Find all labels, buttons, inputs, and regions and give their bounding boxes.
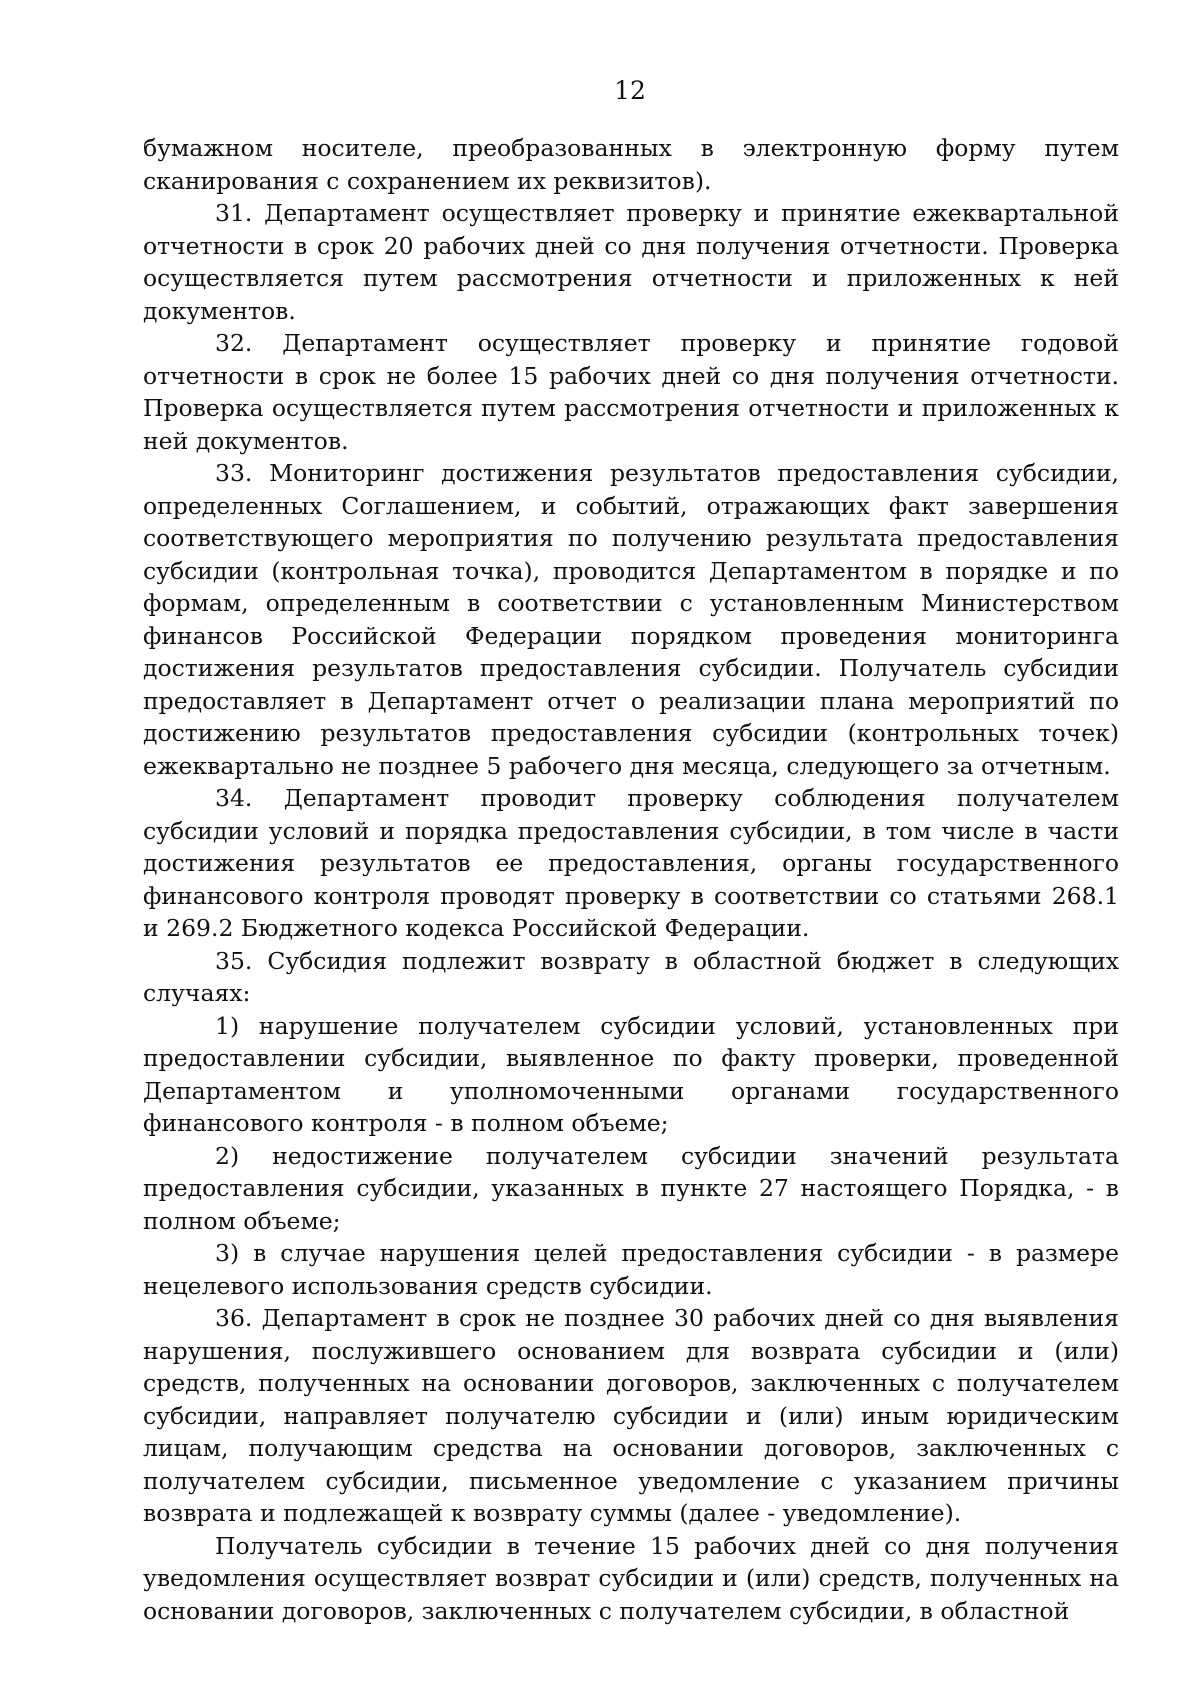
paragraph-35-item-2: 2) недостижение получателем субсидии значений результата предоставления субсидии, указанных в пункте 27 настоящего Порядка, - в полном объеме; [143, 1141, 1119, 1235]
paragraph-35-item-1: 1) нарушение получателем субсидии условий, установленных при предоставлении субсидии, выявленное по факту проверки, проведенной Департаментом и уполномоченными органами государственного финансового контроля - в полном объеме; [143, 1011, 1119, 1137]
paragraph-31: 31. Департамент осуществляет проверку и принятие ежеквартальной отчетности в срок 20 рабочих дней со дня получения отчетности. Проверка осуществляется путем рассмотрения отчетности и приложенных к ней документов. [143, 199, 1119, 325]
paragraph-refund-term: Получатель субсидии в течение 15 рабочих дней со дня получения уведомления осуществляет возврат субсидии и (или) средств, полученных на основании договоров, заключенных с получателем субсидии, в областной [143, 1531, 1119, 1625]
paragraph-33: 33. Мониторинг достижения результатов предоставления субсидии, определенных Соглашением, и событий, отражающих факт завершения соответствующего мероприятия по получению результата предоставления субсидии (контрольная точка), проводится Департаментом в порядке и по формам, определенным в соответствии с установленным Министерством финансов Российской Федерации порядком проведения мониторинга достижения результатов предоставления субсидии. Получатель субсидии предоставляет в Департамент отчет о реализации плана мероприятий по достижению результатов предоставления субсидии (контрольных точек) ежеквартально не позднее 5 рабочего дня месяца, следующего за отчетным. [143, 459, 1119, 780]
paragraph-continuation: бумажном носителе, преобразованных в электронную форму путем сканирования с сохранением их реквизитов). [143, 134, 1119, 195]
paragraph-35: 35. Субсидия подлежит возврату в областной бюджет в следующих случаях: [143, 946, 1119, 1007]
paragraph-35-item-3: 3) в случае нарушения целей предоставления субсидии - в размере нецелевого использования средств субсидии. [143, 1239, 1119, 1300]
paragraph-32: 32. Департамент осуществляет проверку и принятие годовой отчетности в срок не более 15 рабочих дней со дня получения отчетности. Проверка осуществляется путем рассмотрения отчетности и приложенных к ней документов. [143, 329, 1119, 455]
paragraph-36: 36. Департамент в срок не позднее 30 рабочих дней со дня выявления нарушения, послужившего основанием для возврата субсидии и (или) средств, полученных на основании договоров, заключенных с получателем субсидии, направляет получателю субсидии и (или) иным юридическим лицам, получающим средства на основании договоров, заключенных с получателем субсидии, письменное уведомление с указанием причины возврата и подлежащей к возврату суммы (далее - уведомление). [143, 1304, 1119, 1527]
paragraph-34: 34. Департамент проводит проверку соблюдения получателем субсидии условий и порядка предоставления субсидии, в том числе в части достижения результатов ее предоставления, органы государственного финансового контроля проводят проверку в соответствии со статьями 268.1 и 269.2 Бюджетного кодекса Российской Федерации. [143, 784, 1119, 942]
document-body [143, 132, 1119, 1627]
page-number: 12 [614, 76, 646, 105]
